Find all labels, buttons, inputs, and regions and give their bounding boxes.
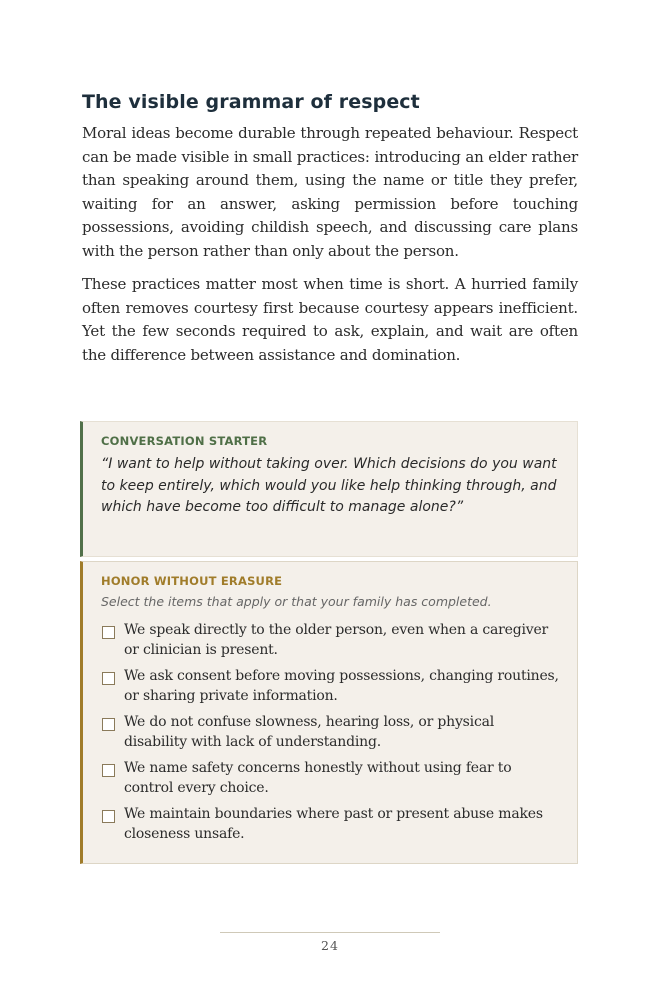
callout-quote: “I want to help without taking over. Which decisions do you want to keep entirely, which would you like help thinking through, and which have become too difficult to manage alone?” — [101, 456, 557, 515]
checklist — [101, 621, 559, 844]
checkbox[interactable] — [102, 810, 115, 823]
callout-label: CONVERSATION STARTER — [101, 434, 268, 448]
body-paragraph: These practices matter most when time is short. A hurried family often removes courtesy first because courtesy appears inefficient. Yet the few seconds required to ask, explain, and wait are often the difference between assistance and domination. — [82, 275, 578, 364]
checklist-instructions: Select the items that apply or that your family has completed. — [101, 594, 492, 609]
checklist-item-text: We name safety concerns honestly without using fear to control every choice. — [124, 760, 512, 796]
checkbox[interactable] — [102, 764, 115, 777]
checklist-item-text: We do not confuse slowness, hearing loss, or physical disability with lack of understanding. — [124, 714, 495, 750]
section-title: The visible grammar of respect — [82, 91, 420, 113]
checklist-item[interactable] — [101, 759, 559, 798]
checkbox[interactable] — [102, 718, 115, 731]
page-number: 24 — [321, 938, 339, 953]
checklist-item-text: We maintain boundaries where past or present abuse makes closeness unsafe. — [124, 806, 543, 842]
checklist-item[interactable] — [101, 621, 559, 660]
body-paragraph: Moral ideas become durable through repeated behaviour. Respect can be made visible in small practices: introducing an elder rather than speaking around them, using the name or title they prefer, waiting for an answer, asking permission before touching possessions, avoiding childish speech, and discussing care plans with the person rather than only about the person. — [82, 124, 578, 260]
footer-divider — [220, 932, 440, 933]
main-content — [82, 88, 578, 377]
checklist-item-text: We speak directly to the older person, even when a caregiver or clinician is present. — [124, 622, 549, 658]
checklist-item[interactable] — [101, 713, 559, 752]
honor-without-erasure-checklist — [80, 561, 578, 864]
checklist-item[interactable] — [101, 805, 559, 844]
checkbox[interactable] — [102, 626, 115, 639]
checkbox[interactable] — [102, 672, 115, 685]
conversation-starter-callout — [80, 421, 578, 557]
checklist-label: HONOR WITHOUT ERASURE — [101, 574, 283, 588]
checklist-item[interactable] — [101, 667, 559, 706]
checklist-item-text: We ask consent before moving possessions, changing routines, or sharing private information. — [124, 668, 559, 704]
